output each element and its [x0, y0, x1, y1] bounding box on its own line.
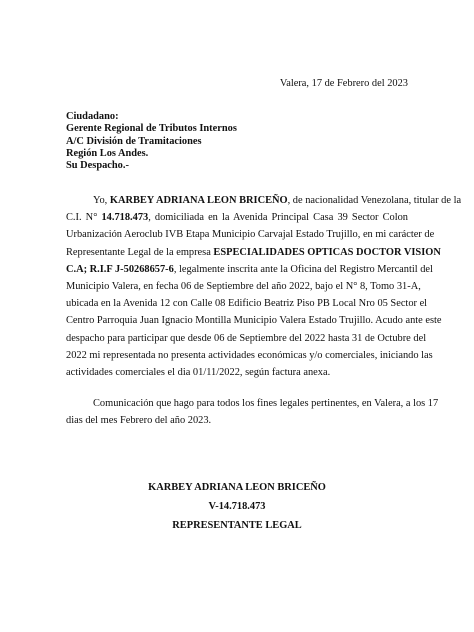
body-paragraph-1 — [66, 192, 462, 381]
company-name: ESPECIALIDADES OPTICAS DOCTOR VISION — [213, 246, 441, 258]
body-line: Municipio Valera, en fecha 06 de Septiembre del año 2022, bajo el N° 8, Tomo 31-A, — [66, 281, 421, 293]
body-line: Yo, KARBEY ADRIANA LEON BRICEÑO, de nacionalidad Venezolana, titular de la — [93, 195, 462, 206]
body-line: dias del mes Febrero del año 2023. — [66, 415, 212, 427]
body-line: C.A; R.I.F J-50268657-6, legalmente inscrita ante la Oficina del Registro Mercantil del — [66, 263, 433, 275]
signature-name: KARBEY ADRIANA LEON BRICEÑO — [148, 482, 326, 493]
signature-role: REPRESENTANTE LEGAL — [172, 520, 302, 531]
body-line: Centro Parroquia Juan Ignacio Montilla Municipio Valera Estado Trujillo. Acudo ante este — [66, 315, 442, 327]
addressee-region: Región Los Andes. — [66, 147, 149, 159]
addressee-closing: Su Despacho.- — [66, 160, 129, 172]
letter-date: Valera, 17 de Febrero del 2023 — [279, 78, 408, 89]
body-line: despacho para participar que desde 06 de Septiembre del 2022 hasta 31 de Octubre del — [66, 332, 427, 344]
addressee-division: A/C División de Tramitaciones — [66, 135, 202, 147]
body-line: C.I. N° 14.718.473, domiciliada en la Avenida Principal Casa 39 Sector Colon — [66, 212, 408, 224]
company-rif: C.A; R.I.F J-50268657-6 — [66, 263, 174, 275]
body-line: 2022 mi representada no presenta actividades económicas y/o comerciales, iniciando las — [66, 349, 433, 361]
addressee-block — [66, 111, 237, 172]
body-line: Representante Legal de la empresa ESPECIALIDADES OPTICAS DOCTOR VISION — [66, 246, 441, 258]
body-line: Comunicación que hago para todos los fines legales pertinentes, en Valera, a los 17 — [93, 398, 439, 409]
body-line: ubicada en la Avenida 12 con Calle 08 Edificio Beatriz Piso PB Local Nro 05 Sector el — [66, 298, 428, 310]
body-line: actividades comerciales el dia 01/11/2022, según factura anexa. — [66, 367, 331, 379]
signature-block — [66, 478, 408, 535]
declarant-name: KARBEY ADRIANA LEON BRICEÑO — [109, 195, 288, 206]
signature-id: V-14.718.473 — [208, 501, 266, 512]
addressee-salutation: Ciudadano: — [66, 111, 119, 122]
body-line: Urbanización Aeroclub IVB Etapa Municipio Carvajal Estado Trujillo, en mi carácter de — [66, 229, 435, 241]
body-paragraph-2 — [66, 395, 439, 429]
declarant-id: 14.718.473 — [101, 212, 149, 224]
addressee-title: Gerente Regional de Tributos Internos — [66, 123, 237, 135]
